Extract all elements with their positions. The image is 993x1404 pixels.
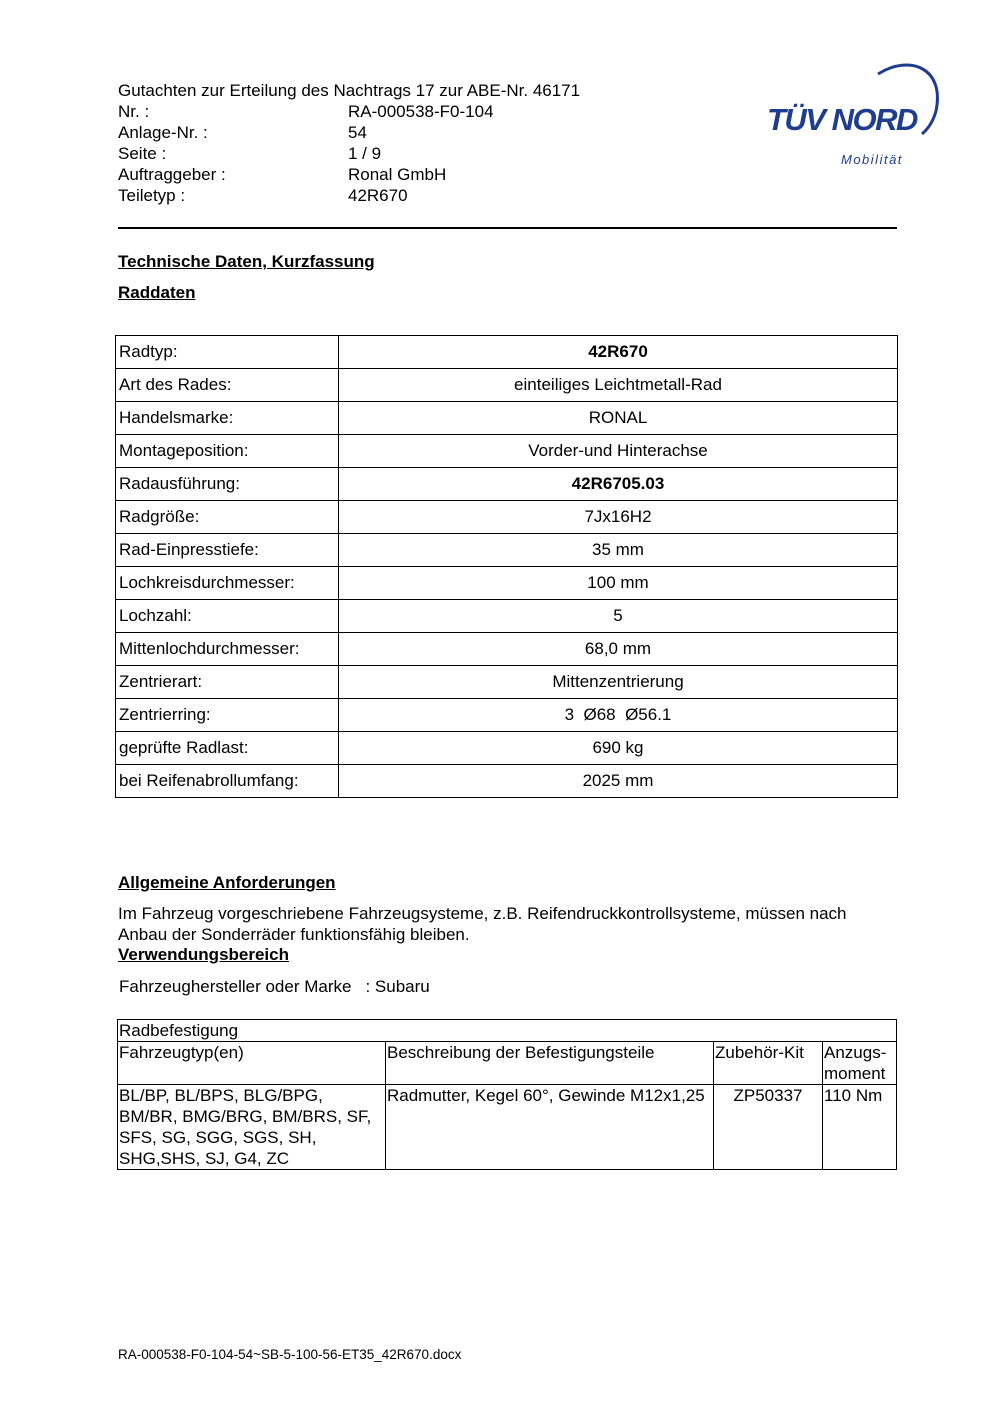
row-label: Mittenlochdurchmesser: bbox=[116, 633, 339, 666]
table-row bbox=[116, 336, 898, 369]
logo-subtitle: Mobilität bbox=[841, 152, 903, 167]
table-row bbox=[116, 765, 898, 798]
table-row bbox=[116, 468, 898, 501]
header-row-auftraggeber bbox=[118, 165, 446, 185]
header-label: Anlage-Nr. : bbox=[118, 123, 208, 142]
header-value: 1 / 9 bbox=[348, 144, 382, 163]
row-value: 5 bbox=[339, 600, 898, 633]
heading-raddaten: Raddaten bbox=[118, 283, 196, 302]
row-value: Mittenzentrierung bbox=[339, 666, 898, 699]
row-value: RONAL bbox=[339, 402, 898, 435]
report-title: Gutachten zur Erteilung des Nachtrags 17 zur ABE-Nr. 46171 bbox=[118, 81, 581, 100]
row-value: 3 Ø68 Ø56.1 bbox=[339, 699, 898, 732]
manufacturer-label: Fahrzeughersteller oder Marke bbox=[119, 977, 352, 996]
cell-description: Radmutter, Kegel 60°, Gewinde M12x1,25 bbox=[386, 1085, 714, 1170]
row-label: Zentrierring: bbox=[116, 699, 339, 732]
row-value: Vorder-und Hinterachse bbox=[339, 435, 898, 468]
table-caption-row bbox=[118, 1020, 897, 1042]
row-label: Lochkreisdurchmesser: bbox=[116, 567, 339, 600]
row-value: einteiliges Leichtmetall-Rad bbox=[339, 369, 898, 402]
row-value: 7Jx16H2 bbox=[339, 501, 898, 534]
header-label: Auftraggeber : bbox=[118, 165, 226, 184]
row-label: Zentrierart: bbox=[116, 666, 339, 699]
row-value: 68,0 mm bbox=[339, 633, 898, 666]
heading-verwendungsbereich: Verwendungsbereich bbox=[118, 945, 289, 964]
header-row-teiletyp bbox=[118, 186, 408, 206]
row-label: Radausführung: bbox=[116, 468, 339, 501]
cell-kit: ZP50337 bbox=[714, 1085, 823, 1170]
row-value: 42R6705.03 bbox=[339, 468, 898, 501]
header-label: Teiletyp : bbox=[118, 186, 186, 205]
row-label: Montageposition: bbox=[116, 435, 339, 468]
header-row-anlage bbox=[118, 123, 367, 143]
row-label: geprüfte Radlast: bbox=[116, 732, 339, 765]
header-divider bbox=[118, 227, 897, 229]
table-caption: Radbefestigung bbox=[118, 1020, 897, 1042]
column-header: Fahrzeugtyp(en) bbox=[118, 1042, 386, 1085]
header-value: 54 bbox=[348, 123, 367, 142]
row-value: 42R670 bbox=[339, 336, 898, 369]
cell-torque: 110 Nm bbox=[823, 1085, 897, 1170]
tuv-nord-logo bbox=[760, 56, 945, 176]
table-row bbox=[118, 1085, 897, 1170]
row-label: Radgröße: bbox=[116, 501, 339, 534]
row-value: 100 mm bbox=[339, 567, 898, 600]
row-label: Handelsmarke: bbox=[116, 402, 339, 435]
header-label: Seite : bbox=[118, 144, 167, 163]
table-row bbox=[116, 732, 898, 765]
header-line: Anzugs- bbox=[824, 1043, 887, 1062]
header-line: moment bbox=[824, 1064, 886, 1083]
column-header: Beschreibung der Befestigungsteile bbox=[386, 1042, 714, 1085]
table-row bbox=[116, 567, 898, 600]
row-value: 35 mm bbox=[339, 534, 898, 567]
row-label: Art des Rades: bbox=[116, 369, 339, 402]
table-row bbox=[116, 600, 898, 633]
table-row bbox=[116, 534, 898, 567]
header-row-nr bbox=[118, 102, 494, 122]
row-label: Rad-Einpresstiefe: bbox=[116, 534, 339, 567]
header-value: RA-000538-F0-104 bbox=[348, 102, 494, 121]
header-value: 42R670 bbox=[348, 186, 408, 205]
raddaten-table bbox=[115, 335, 898, 798]
radbefestigung-table bbox=[117, 1019, 897, 1170]
column-header-torque bbox=[823, 1042, 897, 1085]
row-value: 690 kg bbox=[339, 732, 898, 765]
general-requirements-text: Im Fahrzeug vorgeschriebene Fahrzeugsysteme, z.B. Reifendruckkontrollsysteme, müssen nach Anbau der Sonderräder funktionsfähig bleiben. bbox=[118, 904, 847, 944]
heading-technische-daten: Technische Daten, Kurzfassung bbox=[118, 252, 375, 271]
table-row bbox=[116, 435, 898, 468]
row-value: 2025 mm bbox=[339, 765, 898, 798]
table-row bbox=[116, 699, 898, 732]
table-row bbox=[116, 369, 898, 402]
cell-vehicle-types: BL/BP, BL/BPS, BLG/BPG, BM/BR, BMG/BRG, BM/BRS, SF, SFS, SG, SGG, SGS, SH, SHG,SHS, SJ, G4, ZC bbox=[118, 1085, 386, 1170]
header-row-seite bbox=[118, 144, 381, 164]
heading-allgemeine-anforderungen: Allgemeine Anforderungen bbox=[118, 873, 336, 892]
row-label: Lochzahl: bbox=[116, 600, 339, 633]
manufacturer-value: Subaru bbox=[374, 977, 430, 996]
table-row bbox=[116, 501, 898, 534]
logo-brand: TÜV NORD bbox=[767, 102, 917, 137]
table-row bbox=[116, 402, 898, 435]
table-row bbox=[116, 633, 898, 666]
table-row bbox=[116, 666, 898, 699]
header-value: Ronal GmbH bbox=[348, 165, 447, 184]
column-header: Zubehör-Kit bbox=[714, 1042, 823, 1085]
manufacturer-separator: : bbox=[365, 977, 371, 996]
row-label: Radtyp: bbox=[116, 336, 339, 369]
header-label: Nr. : bbox=[118, 102, 150, 121]
table-header-row bbox=[118, 1042, 897, 1085]
row-label: bei Reifenabrollumfang: bbox=[116, 765, 339, 798]
manufacturer-line bbox=[119, 977, 430, 997]
footer-filename: RA-000538-F0-104-54~SB-5-100-56-ET35_42R670.docx bbox=[118, 1347, 462, 1362]
